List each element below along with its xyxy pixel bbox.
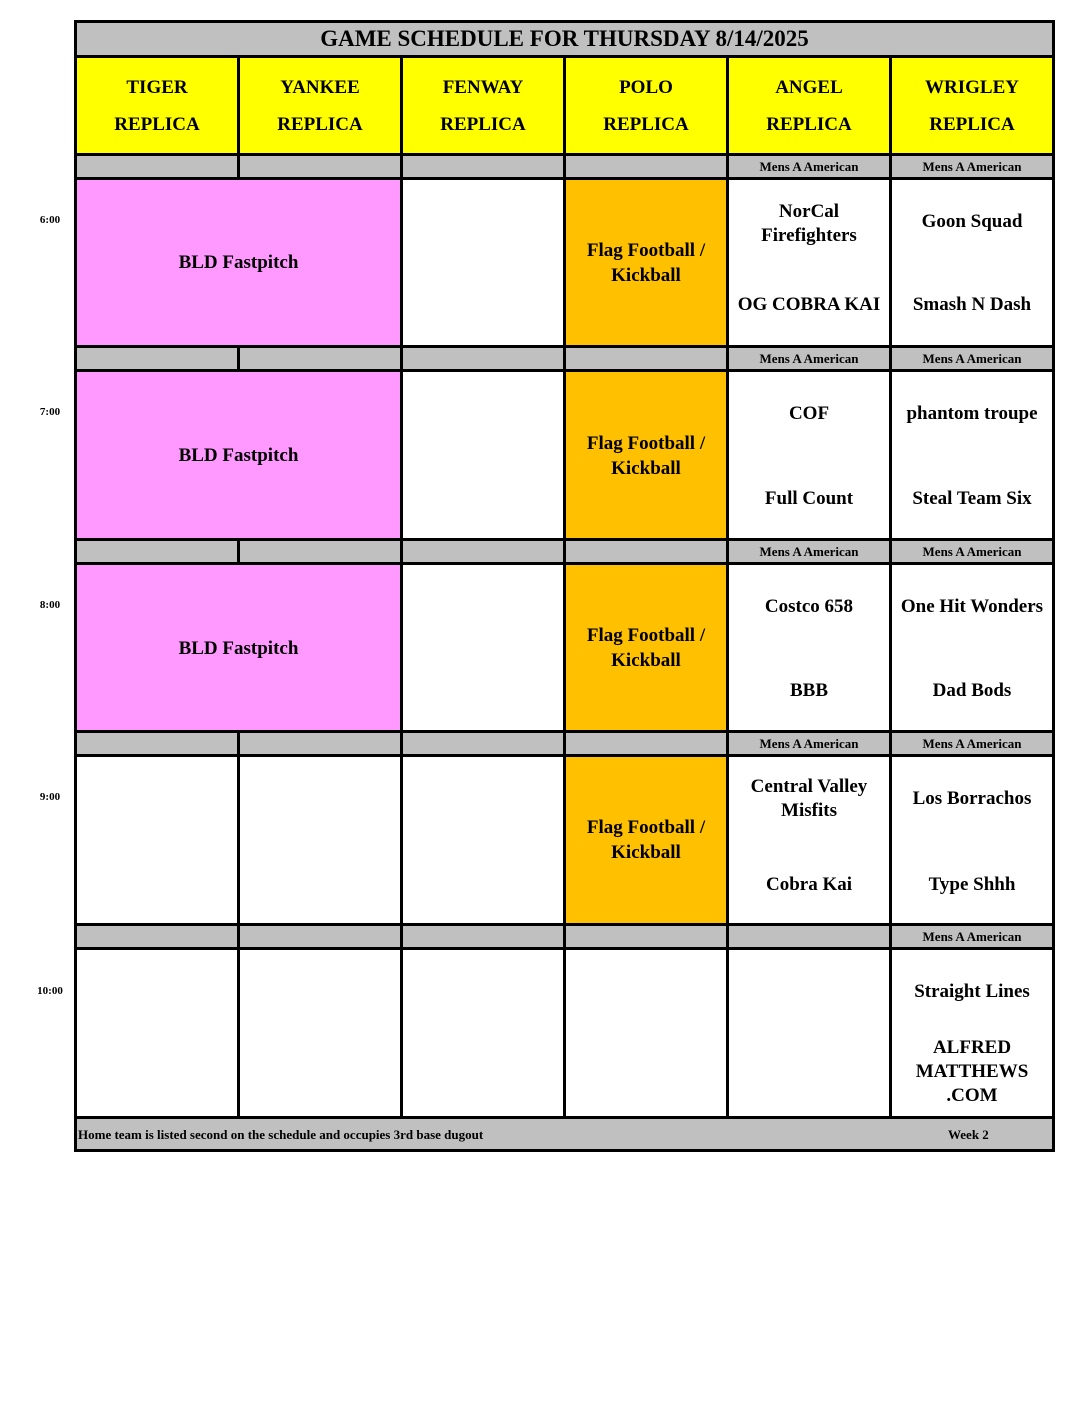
away-team: Straight Lines (914, 981, 1030, 1002)
empty-slot (400, 754, 566, 926)
home-team: Steal Team Six (912, 488, 1032, 509)
home-team-note: Home team is listed second on the schedule and occupies 3rd base dugout (78, 1127, 484, 1142)
time-label-8: 8:00 (39, 599, 61, 611)
division-bar (74, 730, 240, 757)
division-bar (400, 538, 566, 565)
division-label: Mens A American (889, 153, 1055, 180)
field-header-wrigley (889, 55, 1055, 156)
home-team: Full Count (764, 488, 854, 509)
division-bar (563, 538, 729, 565)
home-team: Cobra Kai (765, 874, 853, 895)
field-name: FENWAY (442, 76, 524, 98)
division-label: Mens A American (726, 538, 892, 565)
away-team: Goon Squad (921, 211, 1023, 232)
empty-slot (400, 562, 566, 734)
empty-slot (237, 947, 403, 1119)
division-label: Mens A American (726, 153, 892, 180)
time-label-9: 9:00 (39, 791, 61, 803)
division-bar (74, 923, 240, 950)
field-type: REPLICA (929, 113, 1015, 135)
time-label-6: 6:00 (39, 214, 61, 226)
field-type: REPLICA (277, 113, 363, 135)
empty-slot (74, 947, 240, 1119)
field-type: REPLICA (603, 113, 689, 135)
field-name: WRIGLEY (925, 76, 1019, 98)
home-team: Dad Bods (932, 680, 1012, 701)
flag-football-block: Flag Football / Kickball (563, 369, 729, 542)
schedule-title: GAME SCHEDULE FOR THURSDAY 8/14/2025 (74, 20, 1055, 58)
home-team: ALFRED MATTHEWS .COM (915, 1037, 1029, 1106)
division-label: Mens A American (889, 730, 1055, 757)
away-team: Central Valley Misfits (750, 776, 868, 821)
division-bar (400, 153, 566, 180)
division-bar (563, 730, 729, 757)
division-bar (237, 153, 403, 180)
flag-football-block: Flag Football / Kickball (563, 562, 729, 734)
empty-slot (563, 947, 729, 1119)
time-label-7: 7:00 (39, 406, 61, 418)
away-team: One Hit Wonders (900, 596, 1044, 617)
division-label: Mens A American (889, 923, 1055, 950)
division-bar (74, 345, 240, 372)
division-bar (400, 923, 566, 950)
game-wrigley-6 (889, 177, 1055, 348)
away-team: Costco 658 (764, 596, 854, 617)
game-wrigley-9 (889, 754, 1055, 926)
home-team: OG COBRA KAI (737, 294, 881, 315)
field-header-fenway (400, 55, 566, 156)
away-team: NorCal Firefighters (761, 201, 857, 246)
fastpitch-block: BLD Fastpitch (74, 562, 403, 734)
fastpitch-block: BLD Fastpitch (74, 369, 403, 542)
away-team: Los Borrachos (912, 788, 1032, 809)
time-label-10: 10:00 (37, 985, 63, 997)
division-bar (237, 345, 403, 372)
game-angel-7 (726, 369, 892, 542)
game-wrigley-10 (889, 947, 1055, 1119)
division-bar (237, 730, 403, 757)
game-wrigley-8 (889, 562, 1055, 734)
field-type: REPLICA (440, 113, 526, 135)
flag-football-block: Flag Football / Kickball (563, 177, 729, 348)
division-label: Mens A American (726, 730, 892, 757)
division-bar (237, 538, 403, 565)
home-team: Smash N Dash (912, 294, 1032, 315)
field-name: POLO (619, 76, 673, 98)
field-name: ANGEL (775, 76, 843, 98)
away-team: COF (788, 403, 830, 424)
empty-slot (400, 369, 566, 542)
division-bar (563, 345, 729, 372)
division-bar (726, 923, 892, 950)
field-header-yankee (237, 55, 403, 156)
home-team: BBB (789, 680, 829, 701)
week-label: Week 2 (948, 1127, 989, 1142)
division-label: Mens A American (726, 345, 892, 372)
division-bar (563, 153, 729, 180)
division-bar (400, 730, 566, 757)
division-bar (400, 345, 566, 372)
field-header-angel (726, 55, 892, 156)
game-angel-9 (726, 754, 892, 926)
away-team: phantom troupe (906, 403, 1038, 424)
division-bar (74, 153, 240, 180)
empty-slot (400, 947, 566, 1119)
empty-slot (400, 177, 566, 348)
game-angel-6 (726, 177, 892, 348)
flag-football-block: Flag Football / Kickball (563, 754, 729, 926)
field-header-polo (563, 55, 729, 156)
game-angel-8 (726, 562, 892, 734)
fastpitch-block: BLD Fastpitch (74, 177, 403, 348)
field-name: YANKEE (280, 76, 360, 98)
field-header-tiger (74, 55, 240, 156)
division-label: Mens A American (889, 345, 1055, 372)
empty-slot (74, 754, 240, 926)
field-name: TIGER (126, 76, 188, 98)
division-bar (563, 923, 729, 950)
empty-slot (237, 754, 403, 926)
empty-slot (726, 947, 892, 1119)
field-type: REPLICA (114, 113, 200, 135)
game-wrigley-7 (889, 369, 1055, 542)
division-bar (237, 923, 403, 950)
field-type: REPLICA (766, 113, 852, 135)
division-label: Mens A American (889, 538, 1055, 565)
schedule-table (74, 20, 1055, 1152)
division-bar (74, 538, 240, 565)
home-team: Type Shhh (928, 874, 1016, 895)
